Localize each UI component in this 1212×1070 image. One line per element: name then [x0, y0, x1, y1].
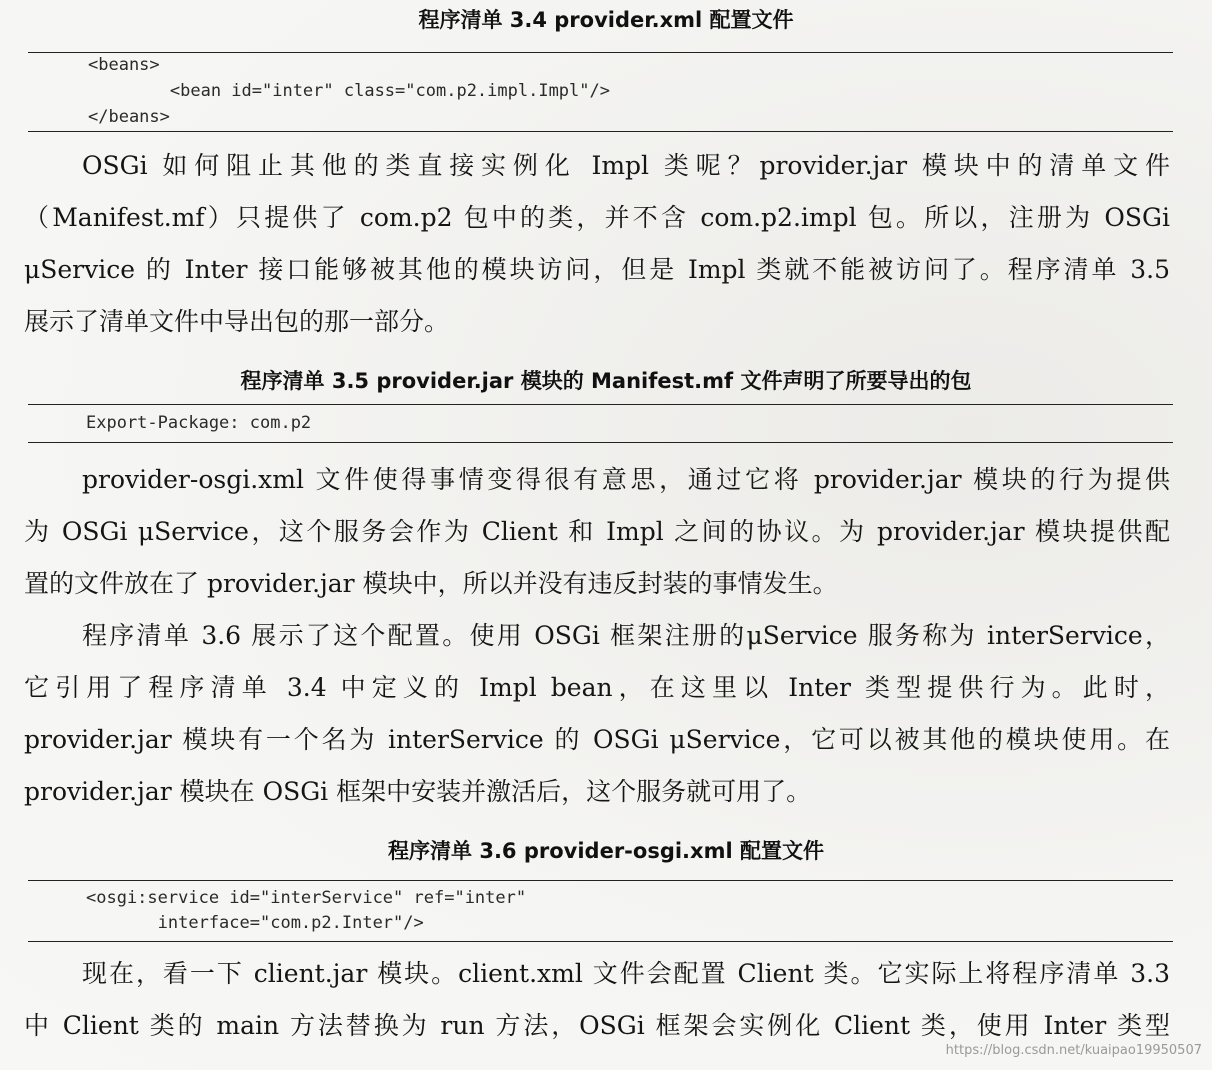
listing-top-rule: [28, 52, 1173, 53]
listing-top-rule: [28, 404, 1173, 405]
paragraph-1: [24, 140, 1170, 348]
listing-bottom-rule: [28, 941, 1173, 942]
text-line: 为 OSGi μService，这个服务会作为 Client 和 Impl 之间的协议。为 provider.jar 模块提供配: [24, 517, 1170, 546]
text-line: 现在，看一下 client.jar 模块。client.xml 文件会配置 Client 类。它实际上将程序清单 3.3: [82, 959, 1170, 988]
text-line: 程序清单 3.6 展示了这个配置。使用 OSGi 框架注册的μService 服务称为 interService，: [82, 621, 1170, 650]
code-line: Export-Package: com.p2: [86, 413, 312, 433]
text-line: 中 Client 类的 main 方法替换为 run 方法，OSGi 框架会实例化 Client 类，使用 Inter 类型: [24, 1011, 1170, 1040]
watermark-url: https://blog.csdn.net/kuaipao19950507: [945, 1043, 1202, 1058]
text-line: （Manifest.mf）只提供了 com.p2 包中的类，并不含 com.p2.impl 包。所以，注册为 OSGi: [24, 203, 1170, 232]
text-line: 置的文件放在了 provider.jar 模块中，所以并没有违反封装的事情发生。: [24, 569, 838, 598]
paragraph-2: [24, 454, 1170, 610]
paragraph-3: [24, 610, 1170, 818]
code-line: interface="com.p2.Inter"/>: [86, 913, 424, 933]
paragraph-4: [24, 948, 1170, 1052]
text-line: 展示了清单文件中导出包的那一部分。: [24, 307, 450, 336]
text-line: OSGi 如何阻止其他的类直接实例化 Impl 类呢？provider.jar 模块中的清单文件: [82, 151, 1170, 180]
code-line: <beans>: [88, 55, 160, 75]
code-line: <osgi:service id="interService" ref="inter": [86, 888, 527, 908]
listing-3-6-caption: 程序清单 3.6 provider-osgi.xml 配置文件: [388, 839, 824, 863]
text-line: 它引用了程序清单 3.4 中定义的 Impl bean，在这里以 Inter 类型提供行为。此时，: [24, 673, 1170, 702]
listing-bottom-rule: [28, 131, 1173, 132]
listing-bottom-rule: [28, 442, 1173, 443]
code-line: </beans>: [88, 107, 170, 127]
text-line: provider.jar 模块在 OSGi 框架中安装并激活后，这个服务就可用了。: [24, 777, 812, 806]
code-line: <bean id="inter" class="com.p2.impl.Impl"/>: [88, 81, 610, 101]
text-line: provider-osgi.xml 文件使得事情变得很有意思，通过它将 provider.jar 模块的行为提供: [82, 465, 1170, 494]
listing-3-4-caption: 程序清单 3.4 provider.xml 配置文件: [418, 8, 794, 32]
text-line: provider.jar 模块有一个名为 interService 的 OSGi μService，它可以被其他的模块使用。在: [24, 725, 1170, 754]
text-line: μService 的 Inter 接口能够被其他的模块访问，但是 Impl 类就不能被访问了。程序清单 3.5: [24, 255, 1170, 284]
listing-3-5-caption: 程序清单 3.5 provider.jar 模块的 Manifest.mf 文件声明了所要导出的包: [240, 369, 972, 393]
listing-top-rule: [28, 880, 1173, 881]
